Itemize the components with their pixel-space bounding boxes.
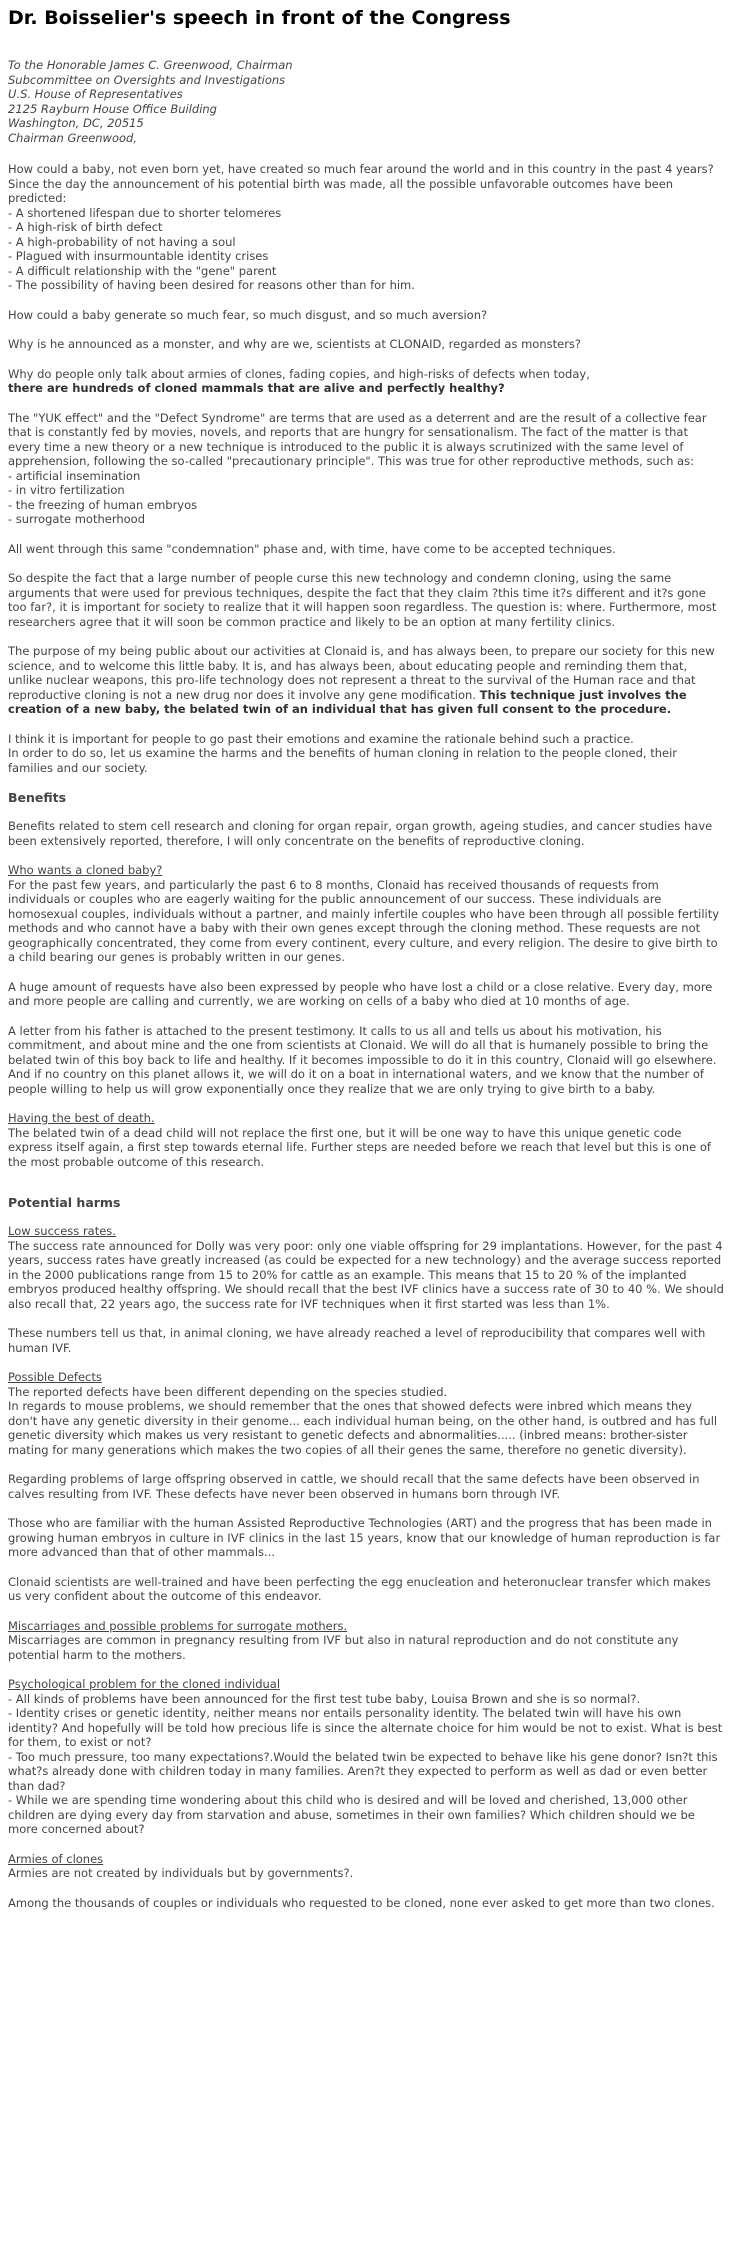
paragraph-text: How could a baby, not even born yet, have created so much fear around the world and in this country in the past 4 years? (8, 162, 714, 176)
subheading: Having the best of death. (8, 1111, 155, 1125)
paragraph-text: For the past few years, and particularly the past 6 to 8 months, Clonaid has received thousands of requests from individuals or couples who are eagerly waiting for the public announcement of our success. These individuals are homosexual couples, individuals without a partner, and mainly infertile couples who have been through all possible fertility methods and who cannot have a baby with their own genes except through the cloning method. These requests are not geographically concentrated, they come from every continent, every culture, and every religion. The desire to give birth to a child bearing our genes is probably written in our genes. (8, 877, 720, 964)
paragraph (8, 1224, 724, 1311)
list-item: - A shortened lifespan due to shorter telomeres (8, 205, 282, 220)
list-item: - The possibility of having been desired for reasons other than for him. (8, 278, 415, 292)
paragraph-text: In order to do so, let us examine the harms and the benefits of human cloning in relation to the people cloned, their families and our society. (8, 746, 677, 775)
paragraph (8, 1111, 724, 1169)
paragraph (8, 367, 724, 396)
paragraph: These numbers tell us that, in animal cloning, we have already reached a level of reproducibility that compares well with human IVF. (8, 1326, 706, 1355)
paragraph (8, 411, 724, 527)
paragraph-text: In regards to mouse problems, we should remember that the ones that showed defects were inbred which means they don't have any genetic diversity in their genome... each individual human being, on the other hand, is outbred and has full genetic diversity which makes us very resistant to genetic defects and abnormalities..... (inbred means: brother-sister mating for many generations which makes the two copies of all their genes the same, therefore no genetic diversity). (8, 1399, 718, 1457)
paragraph-text: Since the day the announcement of his potential birth was made, all the possible unfavorable outcomes have been predicted: (8, 176, 674, 205)
paragraph-emphasis: there are hundreds of cloned mammals that are alive and perfectly healthy? (8, 381, 505, 395)
paragraph: Regarding problems of large offspring observed in cattle, we should recall that the same defects have been observed in calves resulting from IVF. These defects have never been observed in humans born through IVF. (8, 1472, 700, 1501)
paragraph-text: Miscarriages are common in pregnancy resulting from IVF but also in natural reproduction and do not constitute any potential harm to the mothers. (8, 1633, 679, 1662)
list-item: - Plagued with insurmountable identity crises (8, 249, 269, 263)
paragraph: Those who are familiar with the human Assisted Reproductive Technologies (ART) and the progress that has been made in growing human embryos in culture in IVF clinics in the last 15 years, know that our knowledge of human reproduction is far more advanced than that of other mammals... (8, 1516, 721, 1559)
address-block (8, 58, 724, 145)
subheading: Who wants a cloned baby? (8, 863, 163, 877)
subheading: Possible Defects (8, 1370, 102, 1384)
address-line: Washington, DC, 20515 (8, 116, 144, 130)
paragraph (8, 1677, 724, 1837)
subheading: Low success rates. (8, 1224, 116, 1238)
paragraph (8, 1852, 724, 1881)
paragraph-text: I think it is important for people to go past their emotions and examine the rationale behind such a practice. (8, 731, 634, 746)
paragraph-text: Armies are not created by individuals but by governments?. (8, 1866, 354, 1880)
list-item: - A high-risk of birth defect (8, 220, 163, 234)
list-item: - While we are spending time wondering about this child who is desired and will be loved and cherished, 13,000 other children are dying every day from starvation and abuse, sometimes in their own families? Which children should we be more concerned about? (8, 1793, 695, 1836)
paragraph: So despite the fact that a large number of people curse this new technology and condemn cloning, using the same arguments that were used for previous techniques, despite the fact that they claim ?this time it?s different and it?s gone too far?, it is important for society to realize that it will happen soon regardless. The question is: where. Furthermore, most researchers agree that it will soon be common practice and likely to be an option at many fertility clinics. (8, 571, 717, 629)
paragraph-text: Why do people only talk about armies of clones, fading copies, and high-risks of defects when today, (8, 366, 590, 381)
paragraph-text: The belated twin of a dead child will not replace the first one, but it will be one way to have this unique genetic code express itself again, a first step towards eternal life. Further steps are needed before we reach that level but this is one of the most probable outcome of this research. (8, 1125, 711, 1169)
paragraph (8, 1619, 724, 1663)
list-item: - in vitro fertilization (8, 483, 125, 497)
paragraph: How could a baby generate so much fear, so much disgust, and so much aversion? (8, 307, 488, 322)
address-line: 2125 Rayburn House Office Building (8, 101, 217, 116)
subheading: Armies of clones (8, 1851, 104, 1866)
paragraph-text: The reported defects have been different depending on the species studied. (8, 1384, 448, 1399)
list-item: - Too much pressure, too many expectations?.Would the belated twin be expected to behave like his gene donor? Isn?t this what?s already done with children today in many families. Aren?t they expected to perform as well as dad or even better than dad? (8, 1749, 718, 1793)
section-heading-benefits: Benefits (8, 790, 67, 805)
paragraph: Why is he announced as a monster, and why are we, scientists at CLONAID, regarded as monsters? (8, 337, 582, 351)
address-line: U.S. House of Representatives (8, 87, 183, 101)
page-title: Dr. Boisselier's speech in front of the Congress (8, 7, 511, 29)
paragraph: Clonaid scientists are well-trained and have been perfecting the egg enucleation and heteronuclear transfer which makes us very confident about the outcome of this endeavor. (8, 1574, 711, 1603)
list-item: - Identity crises or genetic identity, neither means nor entails personality identity. The belated twin will have his own identity? And hopefully will be told how precious life is since the alternate choice for him would be not to exist. What is best for them, to exist or not? (8, 1706, 723, 1749)
salutation: Chairman Greenwood, (8, 130, 137, 145)
intro-question-paragraph (8, 162, 724, 293)
subheading: Psychological problem for the cloned individual (8, 1677, 281, 1691)
paragraph-emphasis: This technique just involves the creation of a new baby, the belated twin of an individual that has given full consent to the procedure. (8, 687, 687, 716)
paragraph (8, 1370, 724, 1457)
paragraph (8, 732, 724, 776)
paragraph: A huge amount of requests have also been expressed by people who have lost a child or a close relative. Every day, more and more people are calling and currently, we are working on cells of a baby who died at 10 months of age. (8, 979, 713, 1008)
address-line: Subcommittee on Oversights and Investigations (8, 72, 286, 87)
paragraph: Benefits related to stem cell research and cloning for organ repair, organ growth, ageing studies, and cancer studies have been extensively reported, therefore, I will only concentrate on the benefits of reproductive cloning. (8, 819, 713, 848)
address-line: To the Honorable James C. Greenwood, Chairman (8, 58, 293, 72)
paragraph-text: The success rate announced for Dolly was very poor: only one viable offspring for 29 implantations. However, for the past 4 years, success rates have greatly increased (as could be expected for a new technology) and the average success reported in the 2000 publications range from 15 to 20% for cattle as an example. This means that 15 to 20 % of the implanted embryos produced healthy offspring. We should recall that the best IVF clinics have a success rate of 30 to 40 %. We should also recall that, 22 years ago, the success rate for IVF techniques when it first started was less than 1%. (8, 1238, 724, 1311)
paragraph-text: The purpose of my being public about our activities at Clonaid is, and has always been, to prepare our society for this new science, and to welcome this little baby. It is, and has always been, about educating people and reminding them that, unlike nuclear weapons, this pro-life technology does not represent a threat to the survival of the Human race and that reproductive cloning is not a new drug nor does it involve any gene modification. (8, 644, 715, 702)
list-item: - surrogate motherhood (8, 512, 146, 526)
paragraph (8, 644, 724, 717)
paragraph-text: The "YUK effect" and the "Defect Syndrome" are terms that are used as a deterrent and are the result of a collective fear that is constantly fed by movies, novels, and reports that are hungry for sensationalism. The fact of the matter is that every time a new theory or a new technique is introduced to the public it is always scrutinized with the same level of apprehension, following the so-called "precautionary principle". This was true for other reproductive methods, such as: (8, 410, 707, 468)
subheading: Miscarriages and possible problems for surrogate mothers. (8, 1618, 348, 1633)
list-item: - A high-probability of not having a soul (8, 234, 236, 249)
paragraph: A letter from his father is attached to the present testimony. It calls to us all and tells us about his motivation, his commitment, and about mine and the one from scientists at Clonaid. We will do all that is humanely possible to bring the belated twin of this boy back to life and healthy. If it becomes impossible to do it in this country, Clonaid will go elsewhere. And if no country on this planet allows it, we will do it on a boat in international waters, and we know that the number of people willing to help us will grow exponentially once they realize that we are only trying to give birth to a baby. (8, 1023, 717, 1096)
paragraph: All went through this same "condemnation" phase and, with time, have come to be accepted techniques. (8, 541, 616, 556)
section-heading-harms: Potential harms (8, 1195, 121, 1210)
paragraph (8, 863, 724, 965)
list-item: - A difficult relationship with the "gene" parent (8, 263, 277, 278)
paragraph: Among the thousands of couples or individuals who requested to be cloned, none ever asked to get more than two clones. (8, 1895, 715, 1910)
list-item: - artificial insemination (8, 468, 141, 483)
list-item: - the freezing of human embryos (8, 497, 198, 512)
list-item: - All kinds of problems have been announced for the first test tube baby, Louisa Brown and she is so normal?. (8, 1691, 641, 1706)
